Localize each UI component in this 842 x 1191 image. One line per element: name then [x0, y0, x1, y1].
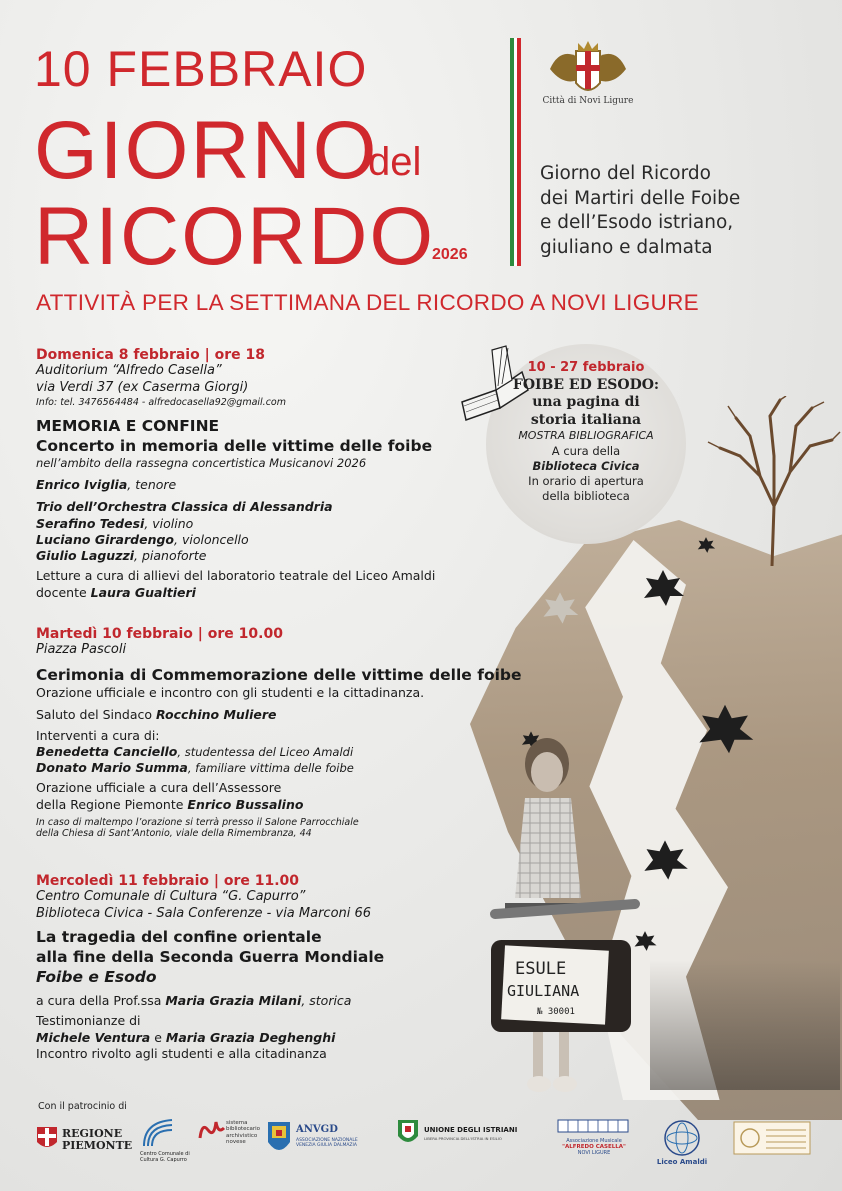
performer-1: Enrico Iviglia, tenore [36, 477, 177, 492]
event-1 [36, 347, 596, 601]
interventi-label: Interventi a cura di: [36, 727, 160, 743]
event-3-date: Mercoledì 11 febbraio | ore 11.00 [36, 873, 300, 889]
regione-text-2: PIEMONTE [62, 1139, 133, 1152]
event-3-title-2: alla fine della Seconda Guerra Mondiale [36, 947, 385, 966]
witnesses: Michele Ventura e Maria Grazia Deghenghi [36, 1029, 336, 1045]
title-date: 10 FEBBRAIO [34, 41, 368, 97]
event-3-title-1: La tragedia del confine orientale [36, 927, 322, 946]
event-1-title-1: MEMORIA E CONFINE [36, 416, 220, 435]
casella-text-1: Associazione Musicale [566, 1138, 622, 1144]
event-3 [36, 873, 596, 1062]
event-3-title-3: Foibe e Esodo [36, 968, 157, 987]
title-del: del [368, 140, 422, 184]
event-3-venue-1: Centro Comunale di Cultura “G. Capurro” [36, 889, 306, 904]
liceo-amaldi-logo [654, 1118, 710, 1174]
patronage-label: Con il patrocinio di [38, 1101, 127, 1112]
casella-text-3: NOVI LIGURE [577, 1150, 611, 1156]
ricordo-line: dei Martiri delle Foibe [540, 187, 741, 209]
activities-subtitle: ATTIVITÀ PER LA SETTIMANA DEL RICORDO A NOVI LIGURE [36, 290, 699, 315]
istriani-subtext: LIBERA PROVINCIA DELL'ISTRIA IN ESILIO [424, 1136, 502, 1141]
exhibition-curated: A cura della [551, 443, 621, 458]
oration-line-2: della Regione Piemonte Enrico Bussalino [36, 796, 304, 812]
leaf-icon [696, 536, 716, 554]
event-3-venue-2: Biblioteca Civica - Sala Conferenze - via Marconi 66 [36, 905, 372, 921]
event-2-title: Cerimonia di Commemorazione delle vittime delle foibe [36, 665, 522, 684]
oration-line-1: Orazione ufficiale a cura dell’Assessore [36, 780, 282, 796]
exhibition-hours-2: della biblioteca [542, 488, 630, 503]
anvgd-text: ANVGD [296, 1124, 338, 1135]
exhibition-library: Biblioteca Civica [532, 458, 640, 473]
casella-text-2: "ALFREDO CASELLA" [562, 1144, 626, 1150]
event-1-context: nell’ambito della rassegna concertistica Musicanovi 2026 [36, 456, 367, 471]
italian-flag-stripe [510, 38, 521, 266]
performer-2: Serafino Tedesi, violino [36, 515, 194, 531]
sbn-icon [196, 1118, 226, 1142]
performer-3: Luciano Girardengo, violoncello [36, 531, 249, 547]
piano-keys-icon [548, 1118, 638, 1134]
testimony-label: Testimonianze di [36, 1013, 141, 1029]
sistema-bibliotecario-logo [196, 1118, 266, 1174]
anvgd-logo [266, 1118, 376, 1174]
title-ricordo: RICORDO [34, 191, 436, 282]
sign-line-1: ESULE [515, 959, 567, 979]
leaf-icon [640, 568, 686, 608]
teacher-info: docente Laura Gualtieri [36, 584, 196, 600]
regione-text-1: REGIONE [62, 1127, 123, 1140]
title-giorno: GIORNO [34, 105, 379, 196]
leaf-icon [640, 838, 690, 882]
exhibition-title-3: storia italiana [530, 411, 642, 428]
capurro-wave-icon [140, 1118, 180, 1148]
readings-info: Letture a cura di allievi del laboratorio teatrale del Liceo Amaldi [36, 568, 436, 584]
exhibition-title-2: una pagina di [532, 394, 640, 411]
exhibition-title-1: FOIBE ED ESODO: [512, 376, 660, 393]
event-3-audience: Incontro rivolto agli studenti e alla citadinanza [36, 1045, 327, 1061]
weather-note-1: In caso di maltempo l’orazione si terrà presso il Salone Parrocchiale [36, 816, 359, 828]
anvgd-subtext: ASSOCIAZIONE NAZIONALE VENEZIA GIULIA DALMAZIA [296, 1138, 358, 1149]
biblioteca-building-icon [732, 1118, 812, 1158]
event-2-venue: Piazza Pascoli [36, 642, 127, 657]
regione-piemonte-logo [36, 1118, 133, 1174]
mayor-greeting: Saluto del Sindaco Rocchino Muliere [36, 707, 277, 723]
biblioteca-logo [732, 1118, 812, 1174]
capurro-text: Centro Comunale di Cultura G. Capurro [140, 1151, 190, 1163]
speaker-1: Benedetta Canciello, studentessa del Liceo Amaldi [36, 743, 354, 759]
leaf-icon [694, 700, 756, 758]
ricordo-description [540, 162, 830, 260]
event-1-date: Domenica 8 febbraio | ore 18 [36, 347, 265, 363]
exhibition-hours-1: In orario di apertura [528, 473, 644, 488]
refugee-crowd-silhouette [650, 960, 840, 1090]
atom-icon [662, 1118, 702, 1158]
unione-istriani-logo [396, 1118, 526, 1174]
ricordo-line: e dell’Esodo istriano, [540, 212, 734, 234]
exhibition-type: MOSTRA BIBLIOGRAFICA [518, 429, 654, 443]
bare-tree-icon [700, 396, 842, 566]
amaldi-text: Liceo Amaldi [656, 1158, 708, 1166]
trio-name: Trio dell’Orchestra Classica di Alessandria [36, 499, 333, 515]
capurro-logo [140, 1118, 192, 1174]
istriani-shield-icon [396, 1118, 420, 1148]
anvgd-shield-icon [266, 1118, 292, 1158]
speaker-2: Donato Mario Summa, familiare vittima delle foibe [36, 760, 354, 776]
title-year: 2026 [432, 246, 468, 263]
event-2-date: Martedì 10 febbraio | ore 10.00 [36, 626, 283, 642]
event-1-venue-1: Auditorium “Alfredo Casella” [36, 363, 222, 378]
sistema-text: sistema bibliotecario archivistico novese [226, 1120, 261, 1145]
event-1-venue-2: via Verdi 37 (ex Caserma Giorgi) [36, 379, 249, 395]
event-1-info: Info: tel. 3476564484 - alfredocasella92@gmail.com [36, 396, 286, 408]
crest-caption: Città di Novi Ligure [542, 96, 634, 106]
event-2-description: Orazione ufficiale e incontro con gli studenti e la cittadinanza. [36, 685, 425, 701]
event-3-curator: a cura della Prof.ssa Maria Grazia Milani, storica [36, 993, 352, 1009]
event-2 [36, 626, 596, 839]
piemonte-shield-icon [36, 1126, 58, 1152]
ricordo-line: giuliano e dalmata [540, 236, 713, 258]
sponsor-logos [36, 1118, 816, 1174]
istriani-text: UNIONE DEGLI ISTRIANI [424, 1126, 518, 1134]
sign-line-2: GIULIANA [507, 982, 580, 1000]
sign-line-3: № 30001 [537, 1007, 575, 1017]
performer-4: Giulio Laguzzi, pianoforte [36, 548, 207, 563]
casella-logo [548, 1118, 640, 1174]
event-1-title-2: Concerto in memoria delle vittime delle foibe [36, 436, 433, 455]
exhibition-date: 10 - 27 febbraio [527, 360, 645, 375]
ricordo-line: Giorno del Ricordo [540, 163, 711, 184]
weather-note-2: della Chiesa di Sant’Antonio, viale della Rimembranza, 44 [36, 827, 312, 839]
